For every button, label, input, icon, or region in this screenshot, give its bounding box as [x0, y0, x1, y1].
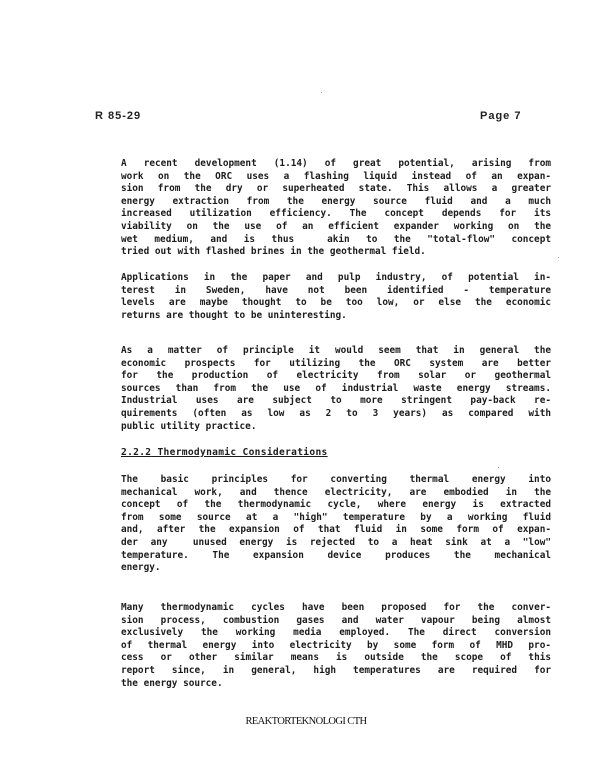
text-line: der any unused energy is rejected to a heat sink at a "low" [121, 536, 551, 548]
text-line: sion process, combustion gases and water vapour being almost [121, 614, 551, 626]
paragraph-paper-pulp-industry [121, 272, 551, 322]
section-heading [121, 447, 328, 458]
section-title: Thermodynamic Considerations [157, 447, 328, 458]
text-line: work on the ORC uses a flashing liquid instead of an expan- [121, 170, 551, 182]
text-line: Applications in the paper and pulp industry, of potential in- [121, 272, 551, 283]
scan-speck [558, 257, 559, 258]
text-line: increased utilization efficiency. The concept depends for its [121, 208, 551, 220]
page-number: Page 7 [480, 110, 522, 122]
text-line: Industrial uses are subject to more stringent pay-back re- [121, 395, 551, 407]
paragraph-orc-flashing-liquid [121, 158, 551, 259]
text-line: and, after the expansion of that fluid in some form of expan- [121, 524, 551, 536]
text-line: terest in Sweden, have not been identified - temperature [121, 284, 551, 296]
section-number: 2.2.2 [121, 447, 152, 458]
text-line: cess or other similar means is outside the scope of this [121, 652, 551, 664]
text-line: quirements (often as low as 2 to 3 years) as compared with [121, 407, 551, 419]
paragraph-economic-prospects [121, 345, 551, 433]
text-line: the energy source. [121, 677, 223, 689]
text-line: exclusively the working media employed. The direct conversion [121, 627, 551, 639]
scan-speck [321, 92, 322, 93]
text-line: Many thermodynamic cycles have been proposed for the conver- [121, 602, 551, 613]
footer-institution: REAKTORTEKNOLOGI CTH [245, 716, 367, 727]
text-line: A recent development (1.14) of great potential, arising from [121, 158, 551, 169]
text-line: levels are maybe thought to be too low, or else the economic [121, 297, 551, 309]
text-line: sources than from the use of industrial waste energy streams. [121, 382, 551, 394]
text-line: economic prospects for utilizing the ORC system are better [121, 357, 551, 369]
text-line: wet medium, and is thus akin to the "total-flow" concept [121, 233, 551, 245]
text-line: returns are thought to be uninteresting. [121, 309, 347, 321]
text-line: for the production of electricity from solar or geothermal [121, 370, 551, 382]
scan-speck [498, 467, 499, 468]
text-line: public utility practice. [121, 420, 257, 432]
text-line: energy extraction from the energy source fluid and a much [121, 195, 551, 207]
report-number: R 85-29 [95, 110, 142, 122]
text-line: sion from the dry or superheated state. This allows a greater [121, 183, 551, 195]
text-line: energy. [121, 562, 161, 574]
text-line: The basic principles for converting thermal energy into [121, 474, 551, 485]
text-line: As a matter of principle it would seem that in general the [121, 345, 551, 356]
text-line: viability on the use of an efficient expander working on the [121, 220, 551, 232]
text-line: mechanical work, and thence electricity, are embodied in the [121, 486, 551, 498]
text-line: of thermal energy into electricity by some form of MHD pro- [121, 639, 551, 651]
text-line: concept of the thermodynamic cycle, where energy is extracted [121, 499, 551, 511]
paragraph-thermodynamic-cycle [121, 474, 551, 575]
text-line: report since, in general, high temperatures are required for [121, 664, 551, 676]
text-line: temperature. The expansion device produces the mechanical [121, 549, 551, 561]
text-line: tried out with flashed brines in the geothermal field. [121, 246, 426, 258]
text-line: from some source at a "high" temperature by a working fluid [121, 511, 551, 523]
paragraph-conversion-process [121, 602, 551, 690]
